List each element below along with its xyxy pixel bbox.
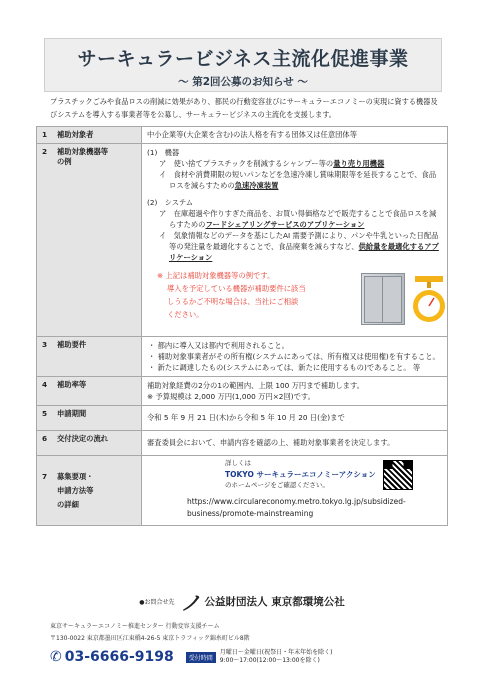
scale-illustration [409, 274, 449, 324]
system-item-a: ア 在庫超過や作りすぎた商品を、お買い得価格などで販売することで食品ロスを減らすためのフードシェアリングサービスのアプリケーション [159, 209, 437, 229]
detail-text: のホームページをご確認ください。 [225, 481, 329, 489]
address: 〒130-0022 東京都墨田区江東橋4-26-5 東京トラフィック錦糸町ビル8階 [50, 635, 250, 642]
row-label: 交付決定の流れ [57, 434, 109, 443]
details-url[interactable]: https://www.circulareconomy.metro.tokyo.lg.jp/subsidized- business/promote-mainstreaming [187, 497, 406, 518]
budget-note: ※ 予算規模は 2,000 万円(1,000 万円×2回)です。 [147, 392, 315, 401]
machine-item-a: ア 使い捨てプラスチックを削減するシャンプー等の量り売り用機器 [159, 159, 385, 168]
requirement-item: ・ 新たに調達したもの(システムにあっては、新たに使用するもの)であること。 等 [148, 363, 421, 372]
phone-number[interactable]: 03-6666-9198 [64, 649, 174, 665]
requirement-item: ・ 補助対象事業者がその所有権(システムにあっては、所有権又は使用権)を有すること。 [148, 352, 440, 361]
note-line: ください。 [167, 310, 204, 319]
row-number: 3 [42, 340, 48, 349]
row-content [142, 377, 448, 406]
system-heading: (2) システム [147, 198, 194, 207]
row-number: 5 [42, 409, 48, 418]
refrigerator-illustration [361, 273, 405, 325]
table-row [37, 127, 448, 144]
footer-org-row [36, 587, 448, 616]
info-table [36, 126, 448, 526]
row-number: 2 [42, 147, 48, 156]
row-label: 補助対象者 [57, 130, 94, 139]
row-content: 令和 5 年 9 月 21 日(木)から令和 5 年 10 月 20 日(金)まで [142, 406, 448, 431]
requirement-item: ・ 都内に導入又は都内で利用されること。 [148, 341, 289, 350]
department: 東京サーキュラーエコノミー推進センター 行動変容支援チーム [50, 623, 220, 630]
qr-code-icon[interactable] [383, 460, 413, 490]
intro-text: プラスチックごみや食品ロスの削減に効果があり、都民の行動変容並びにサーキュラーエコノミーの実現に資する機器及びシステムを導入する事業者等を公募し、サーキュラービジネスの主流化を支援します。 [50, 97, 438, 119]
row-label-cont: 申請方法等 [57, 485, 94, 495]
phone-icon: ✆ [50, 649, 62, 665]
row-label: 申請期間 [57, 409, 87, 418]
footer-phone-row [36, 649, 448, 665]
row-label: 募集要項・ [57, 471, 94, 481]
table-row [37, 431, 448, 456]
table-row [37, 377, 448, 406]
detail-text: 詳しくは [225, 459, 251, 467]
machine-heading: (1) 機器 [147, 148, 180, 157]
row-number: 6 [42, 434, 48, 443]
row-content [142, 144, 448, 337]
org-name: 公益財団法人 東京都環境公社 [204, 596, 345, 608]
tokyo-ce-logo: TOKYO サーキュラーエコノミーアクション [225, 470, 376, 479]
row-number: 7 [42, 471, 48, 481]
org-logo-icon: ノ [180, 591, 201, 615]
row-label: 補助率等 [57, 380, 87, 389]
footer [36, 587, 448, 665]
table-row [37, 456, 448, 526]
table-row [37, 337, 448, 377]
note-line: しうるかご不明な場合は、当社にご相談 [167, 297, 299, 306]
row-label-cont: の詳細 [57, 499, 79, 509]
row-label-cont: の例 [57, 157, 72, 166]
row-label: 補助対象機器等 [57, 147, 109, 156]
title-box [44, 38, 442, 92]
business-hours: 月曜日～金曜日(祝祭日・年末年始を除く) 9:00～17:00(12:00～13:00を除く) [219, 649, 333, 664]
row-content: 審査委員会において、申請内容を確認の上、補助対象事業者を決定します。 [142, 431, 448, 456]
row-label: 補助要件 [57, 340, 87, 349]
hours-tag: 受付時間 [186, 652, 216, 663]
note-line: 導入を予定している機器が補助要件に該当 [167, 284, 306, 293]
page-title: サーキュラービジネス主流化促進事業 [77, 48, 409, 70]
row-number: 1 [42, 130, 48, 139]
system-item-i: イ 気象情報などのデータを基にしたAI 需要予測により、パンや牛乳といった日配品等の発注量を最適化することで、食品廃棄を減らすなど、供給量を最適化するアプリケーション [159, 231, 439, 262]
contact-label: ●お問合せ先 [139, 599, 175, 606]
row-content: 中小企業等(大企業を含む)の法人格を有する団体又は任意団体等 [142, 127, 448, 144]
note-line: ※ 上記は補助対象機器等の例です。 [157, 271, 275, 280]
table-row [37, 144, 448, 337]
row-number: 4 [42, 380, 48, 389]
page-subtitle: ～ 第2回公募のお知らせ ～ [178, 76, 308, 88]
note-box [147, 269, 442, 333]
subsidy-rate: 補助対象経費の2分の1の範囲内、上限 100 万円まで補助します。 [147, 381, 364, 390]
row-content [142, 337, 448, 377]
machine-item-i: イ 食材や消費期限の短いパンなどを急速冷凍し賞味期限等を延長することで、食品ロスを減らすための急速冷凍装置 [159, 170, 437, 190]
row-content [142, 456, 448, 526]
table-row [37, 406, 448, 431]
